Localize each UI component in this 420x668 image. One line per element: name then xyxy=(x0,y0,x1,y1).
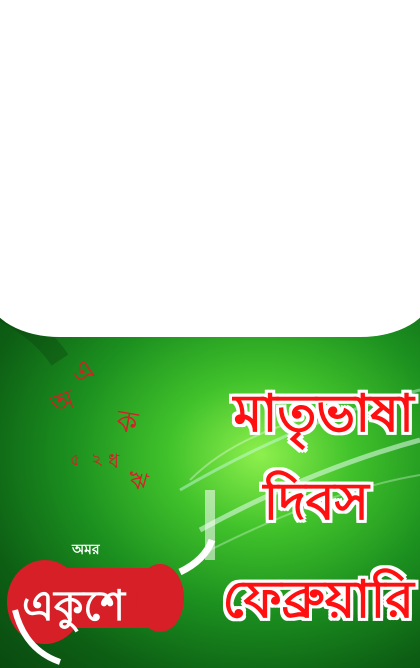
floating-letter-e: এ xyxy=(65,352,102,392)
title-line-matribhasha: মাতৃভাষা xyxy=(233,384,414,444)
floating-letter-dh: ধ xyxy=(108,449,120,473)
title-line-dibos: দিবস xyxy=(263,472,369,532)
floating-digit-5: ৫ xyxy=(70,450,81,469)
floating-letter-ka: ক xyxy=(113,403,141,442)
logo-top-label: অমর xyxy=(72,542,100,558)
floating-digit-2: ২ xyxy=(89,448,105,471)
floating-letter-a: অ xyxy=(47,384,79,421)
floating-letter-ri: ঋ xyxy=(124,464,151,497)
title-line-february: ফেব্রুয়ারি xyxy=(222,570,414,630)
ekushe-logo xyxy=(0,340,220,668)
logo-main-word: একুশে xyxy=(22,581,126,630)
